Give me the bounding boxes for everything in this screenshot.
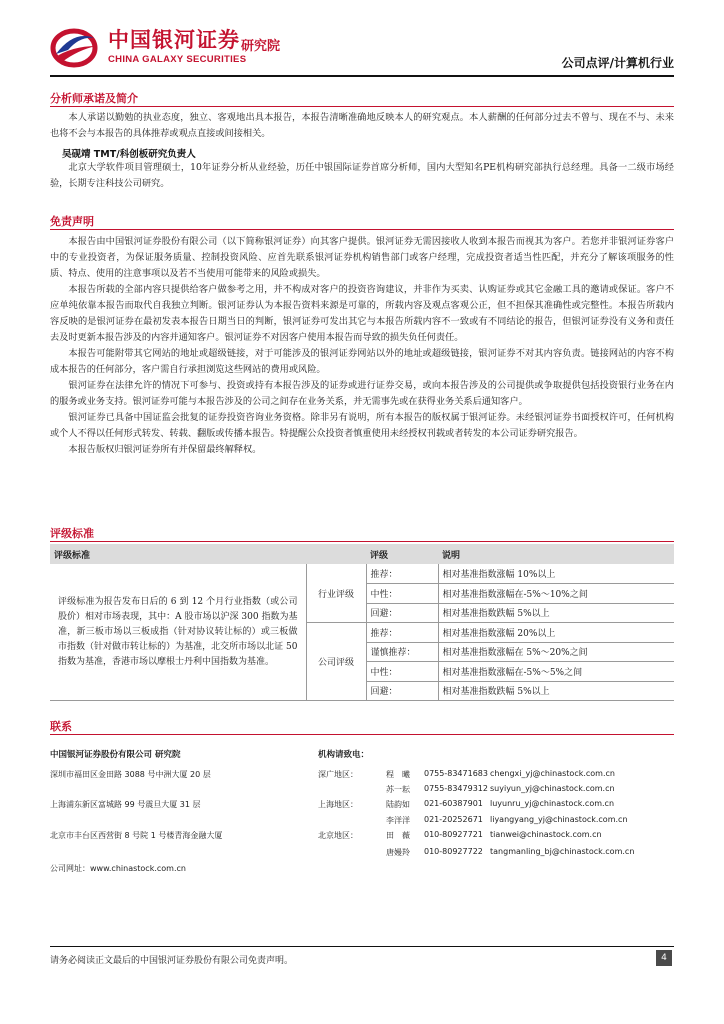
disclaimer-paragraph: 本报告由中国银河证券股份有限公司（以下简称银河证券）向其客户提供。银河证券无需因接收人收到本报告而视其为客户。若您并非银河证券客户中的专业投资者，为保证服务质量、控制投资风险、应首先联系银河证券机构销售部门或客户经理，完成投资者适当性匹配，并充分了解该项服务的性质、特点、使用的注意事项以及若不当使用可能带来的风险或损失。: [50, 236, 674, 279]
region-shenzhen: 深广地区：: [318, 770, 358, 779]
table-row: [50, 564, 674, 584]
disclaimer-paragraph: 银河证券已具备中国证监会批复的证券投资咨询业务资格。除非另有说明，所有本报告的版权属于银河证券。未经银河证券书面授权许可，任何机构或个人不得以任何形式转发、转载、翻版或传播本报告。特提醒公众投资者慎重使用未经授权刊载或者转发的本公司证券研究报告。: [50, 412, 674, 439]
rating-header-note: 说明: [438, 544, 674, 564]
rating-note: 相对基准指数涨幅 10%以上: [438, 564, 674, 584]
contact-person-name: 唐嫚羚: [386, 848, 410, 857]
disclaimer-paragraph: 本报告所载的全部内容只提供给客户做参考之用，并不构成对客户的投资咨询建议，并非作为买卖、认购证券或其它金融工具的邀请或保证。客户不应单纯依靠本报告而取代自我独立判断。银河证券认为本报告资料来源是可靠的，所载内容及观点客观公正，但不担保其准确性或完整性。本报告所载内容反映的是银河证券在最初发表本报告日期当日的判断，银河证券可发出其它与本报告所载内容不一致或有不同结论的报告，但银河证券没有义务和责任去及时更新本报告涉及的内容并通知客户。银河证券不对因客户使用本报告而导致的损失负任何责任。: [50, 284, 674, 343]
analyst-bio-text: 北京大学软件项目管理硕士，10年证券分析从业经验，历任中银国际证券首席分析师，国内大型知名PE机构研究部执行总经理。具备一二级市场经验，长期专注科技公司研究。: [50, 162, 674, 189]
footer-divider: [50, 946, 674, 947]
contact-person-phone: 0755-83471683: [424, 769, 488, 778]
page-number: 4: [656, 950, 672, 966]
contact-person-name: 陆韵如: [386, 800, 410, 809]
analyst-bio: [50, 160, 674, 192]
rating-note: 相对基准指数涨幅 20%以上: [438, 623, 674, 643]
disclaimer-paragraph: 本报告版权归银河证券所有并保留最终解释权。: [68, 444, 262, 455]
rating-grade: 回避：: [366, 603, 438, 623]
logo-cn-text: 中国银河证券: [108, 28, 240, 52]
rating-grade: 推荐：: [366, 623, 438, 643]
logo-en-text: CHINA GALAXY SECURITIES: [108, 54, 247, 65]
analyst-commitment: [50, 110, 674, 142]
rating-section-title: 评级标准: [50, 527, 94, 540]
contact-person-email[interactable]: tangmanling_bj@chinastock.com.cn: [490, 847, 635, 856]
rating-note: 相对基准指数跌幅 5%以上: [438, 603, 674, 623]
address-shenzhen: 深圳市福田区金田路 3088 号中洲大厦 20 层: [50, 770, 211, 779]
address-beijing: 北京市丰台区西营街 8 号院 1 号楼青海金融大厦: [50, 831, 223, 840]
contact-person-phone: 021-20252671: [424, 815, 483, 824]
analyst-section-title: 分析师承诺及简介: [50, 92, 138, 105]
contact-person-email[interactable]: tianwei@chinastock.com.cn: [490, 830, 602, 839]
contact-person-email[interactable]: chengxi_yj@chinastock.com.cn: [490, 769, 615, 778]
rating-table-header: [50, 544, 674, 564]
page-header: [50, 18, 674, 78]
contact-person-name: 李洋洋: [386, 816, 410, 825]
galaxy-logo-icon: [50, 24, 98, 68]
analyst-commitment-text: 本人承诺以勤勉的执业态度，独立、客观地出具本报告，本报告清晰准确地反映本人的研究观点。本人薪酬的任何部分过去不曾与、现在不与、未来也将不会与本报告的具体推荐或观点直接或间接相关。: [50, 112, 674, 139]
contact-person-phone: 010-80927721: [424, 830, 483, 839]
rating-grade: 回避：: [366, 681, 438, 701]
disclaimer-section-divider: [50, 229, 674, 230]
disclaimer-section-title: 免责声明: [50, 215, 94, 228]
rating-grade: 推荐：: [366, 564, 438, 584]
report-type: 公司点评/计算机行业: [561, 56, 674, 70]
logo-sub-text: 研究院: [241, 39, 281, 54]
rating-note: 相对基准指数涨幅在-5%～5%之间: [438, 662, 674, 682]
rating-description: 评级标准为报告发布日后的 6 到 12 个月行业指数（或公司股价）相对市场表现，其中：A 股市场以沪深 300 指数为基准，新三板市场以三板成指（针对协议转让标的）或三板做市指数（针对做市转让标的）为基准，北交所市场以北证 50 指数为基准，香港市场以摩根士丹利中国指数为基准。: [50, 564, 306, 701]
rating-note: 相对基准指数涨幅在-5%～10%之间: [438, 584, 674, 604]
contact-person-name: 田 薇: [386, 831, 410, 840]
contact-company: 中国银河证券股份有限公司 研究院: [50, 750, 181, 760]
contact-institution-label: 机构请致电：: [318, 750, 370, 760]
rating-section-divider: [50, 541, 674, 542]
rating-grade: 中性：: [366, 662, 438, 682]
contact-person-phone: 021-60387901: [424, 799, 483, 808]
analyst-name: 吴砚靖 TMT/科创板研究负责人: [62, 149, 196, 160]
analyst-section-divider: [50, 106, 674, 107]
footer-notice: 请务必阅读正文最后的中国银河证券股份有限公司免责声明。: [50, 956, 294, 966]
rating-table: [50, 544, 674, 701]
contact-person-name: 苏一耘: [386, 785, 410, 794]
company-website[interactable]: 公司网址：www.chinastock.com.cn: [50, 864, 186, 873]
contact-person-phone: 0755-83479312: [424, 784, 488, 793]
region-beijing: 北京地区：: [318, 831, 358, 840]
contact-person-email[interactable]: luyunru_yj@chinastock.com.cn: [490, 799, 615, 808]
rating-note: 相对基准指数涨幅在 5%～20%之间: [438, 642, 674, 662]
rating-grade: 谨慎推荐：: [366, 642, 438, 662]
disclaimer-body: [50, 234, 674, 458]
address-shanghai: 上海浦东新区富城路 99 号震旦大厦 31 层: [50, 800, 201, 809]
rating-grade: 中性：: [366, 584, 438, 604]
contact-person-email[interactable]: liyangyang_yj@chinastock.com.cn: [490, 815, 628, 824]
disclaimer-paragraph: 银河证券在法律允许的情况下可参与、投资或持有本报告涉及的证券或进行证券交易，或向本报告涉及的公司提供或争取提供包括投资银行业务在内的服务或业务支持。银河证券可能与本报告涉及的公司之间存在业务关系，并无需事先或在获得业务关系后通知客户。: [50, 380, 674, 407]
contact-section-title: 联系: [50, 720, 72, 733]
disclaimer-paragraph: 本报告可能附带其它网站的地址或超级链接，对于可能涉及的银河证券网站以外的地址或超级链接，银河证券不对其内容负责。链接网站的内容不构成本报告的任何部分，客户需自行承担浏览这些网站的费用或风险。: [50, 348, 674, 375]
contact-section-divider: [50, 734, 674, 735]
rating-header-standard: 评级标准: [50, 544, 366, 564]
header-divider: [50, 75, 674, 77]
industry-rating-label: 行业评级: [306, 564, 366, 623]
contact-person-email[interactable]: suyiyun_yj@chinastock.com.cn: [490, 784, 615, 793]
company-rating-label: 公司评级: [306, 623, 366, 701]
rating-note: 相对基准指数跌幅 5%以上: [438, 681, 674, 701]
contact-person-phone: 010-80927722: [424, 847, 483, 856]
region-shanghai: 上海地区：: [318, 800, 358, 809]
contact-person-name: 程 曦: [386, 770, 410, 779]
rating-header-grade: 评级: [366, 544, 438, 564]
